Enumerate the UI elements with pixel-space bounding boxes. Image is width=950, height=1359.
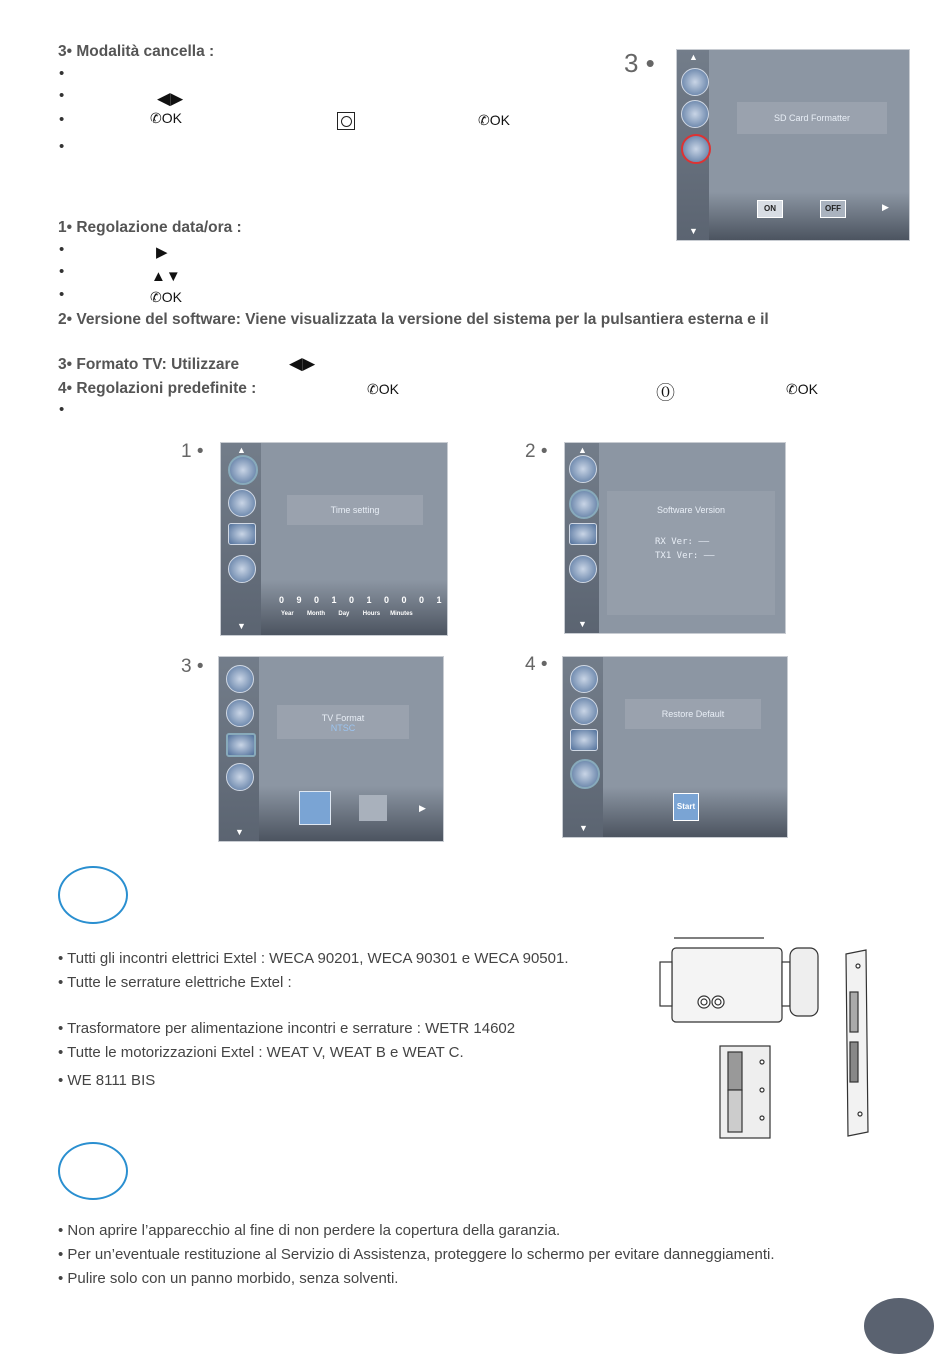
time-setting-box: Time setting <box>287 495 423 525</box>
menu-icon-help-s3 <box>226 699 254 727</box>
screen-3-number: 3 • <box>181 656 204 677</box>
off-button[interactable]: OFF <box>820 200 846 218</box>
menu-icon-tv-s4 <box>570 729 598 751</box>
ok-phone-icon-3: ✆OK <box>150 289 182 305</box>
label-hours: Hours <box>362 611 381 617</box>
right-arrow-key-icon: ▶ <box>156 244 168 261</box>
down-arrow-icon-s2: ▼ <box>578 619 587 629</box>
screen-top-number: 3 • <box>624 48 655 78</box>
right-arrow-icon-s3: ▶ <box>419 803 426 813</box>
menu-icon-2 <box>681 100 709 128</box>
ok-phone-icon-4: ✆OK <box>367 381 399 397</box>
start-button[interactable]: Start <box>673 793 699 821</box>
tx-version: TX1 Ver: —— <box>655 551 715 561</box>
page-number-tab <box>864 1298 934 1354</box>
menu-icon-default-s2 <box>569 555 597 583</box>
tv-format-label: 3• Formato TV: Utilizzare <box>58 356 240 373</box>
maintenance-3: • Pulire solo con un panno morbido, senza solventi. <box>58 1270 399 1287</box>
menu-icon-help-s4 <box>570 697 598 725</box>
maintenance-2: • Per un’eventuale restituzione al Servizio di Assistenza, proteggere lo schermo per evitare danneggiamenti. <box>58 1246 775 1263</box>
sd-format-box: SD Card Formatter <box>737 102 887 134</box>
label-minutes: Minutes <box>390 611 413 617</box>
menu-icon-help <box>228 489 256 517</box>
defaults-bullet: • <box>59 401 65 418</box>
up-down-arrows-icon: ▲▼ <box>151 268 181 285</box>
rx-version: RX Ver: —— <box>655 537 710 547</box>
up-arrow-icon: ▲ <box>689 52 698 62</box>
screen-1-number: 1 • <box>181 441 204 462</box>
screen-time-setting <box>220 442 448 636</box>
menu-icon-tv-s2 <box>569 523 597 545</box>
menu-icon-time <box>228 455 258 485</box>
screen-2-number: 2 • <box>525 441 548 462</box>
tv-option-pal[interactable] <box>359 795 387 821</box>
menu-icon-default-s3 <box>226 763 254 791</box>
screen-restore-default <box>562 656 788 838</box>
down-arrow-icon-s3: ▼ <box>235 827 244 837</box>
down-arrow-icon: ▼ <box>689 226 698 236</box>
monitor-button-icon <box>337 112 355 130</box>
menu-icon-time-s2 <box>569 455 597 483</box>
section-badge-accessories <box>58 866 128 924</box>
menu-icon-time-s3 <box>226 665 254 693</box>
left-right-arrows-icon: ◀▶ <box>157 89 184 108</box>
down-arrow-icon-s1: ▼ <box>237 621 246 631</box>
menu-icon-tv-s3 <box>226 733 256 757</box>
screen-4-number: 4 • <box>525 654 548 675</box>
date-bullet-1: • <box>59 241 65 258</box>
menu-icon-3-selected <box>681 134 711 164</box>
tv-option-ntsc[interactable] <box>299 791 331 825</box>
menu-icon-1 <box>681 68 709 96</box>
time-digits: 0 9 0 1 0 1 0 0 0 1 <box>279 595 447 605</box>
accessory-4: • Tutte le motorizzazioni Extel : WEAT V, WEAT B e WEAT C. <box>58 1044 464 1061</box>
tv-format-arrows-icon: ◀▶ <box>289 354 316 373</box>
accessory-3: • Trasformatore per alimentazione incontri e serrature : WETR 14602 <box>58 1020 516 1037</box>
menu-icon-default-s4 <box>570 759 600 789</box>
cancel-bullet-3: • <box>59 111 65 128</box>
menu-icon-time-s4 <box>570 665 598 693</box>
software-version-title: Software Version <box>656 505 726 515</box>
software-panel <box>607 491 775 615</box>
date-title: 1• Regolazione data/ora : <box>58 219 242 236</box>
on-button[interactable]: ON <box>757 200 783 218</box>
right-arrow-icon: ▶ <box>882 202 889 212</box>
date-bullet-3: • <box>59 286 65 303</box>
cancel-bullet-2: • <box>59 87 65 104</box>
zero-button-icon: ⓪ <box>656 383 676 404</box>
ok-phone-icon-2: ✆OK <box>478 112 510 128</box>
date-bullet-2: • <box>59 263 65 280</box>
cancel-bullet-1: • <box>59 65 65 82</box>
accessory-2: • Tutte le serrature elettriche Extel : <box>58 974 292 991</box>
label-month: Month <box>307 611 326 617</box>
cancel-bullet-4: • <box>59 138 65 155</box>
time-labels <box>281 611 413 617</box>
software-version-text: 2• Versione del software: Viene visualizzata la versione del sistema per la pulsantiera esterna e il <box>58 311 769 328</box>
screen-software-version <box>564 442 786 634</box>
menu-icon-default <box>228 555 256 583</box>
defaults-title: 4• Regolazioni predefinite : <box>58 380 257 397</box>
up-arrow-icon-s2: ▲ <box>578 445 587 455</box>
accessory-1: • Tutti gli incontri elettrici Extel : WECA 90201, WECA 90301 e WECA 90501. <box>58 950 569 967</box>
maintenance-1: • Non aprire l’apparecchio al fine di non perdere la copertura della garanzia. <box>58 1222 561 1239</box>
menu-icon-help-s2 <box>569 489 599 519</box>
ok-phone-icon-5: ✆OK <box>786 381 818 397</box>
accessory-5: • WE 8111 BIS <box>58 1072 156 1089</box>
cancel-title: 3• Modalità cancella : <box>58 43 215 60</box>
ok-phone-icon: ✆OK <box>150 110 182 126</box>
section-badge-maintenance <box>58 1142 128 1200</box>
screen-tv-format <box>218 656 444 842</box>
label-year: Year <box>281 611 294 617</box>
label-day: Day <box>338 611 350 617</box>
tv-format-sub: NTSC <box>330 723 356 733</box>
screen-sd-format <box>676 49 910 241</box>
tv-format-title: TV Format <box>321 713 365 723</box>
menu-icon-tv <box>228 523 256 545</box>
restore-default-box: Restore Default <box>625 699 761 729</box>
tv-format-box <box>277 705 409 739</box>
electric-locks-illustration <box>658 932 878 1140</box>
up-arrow-icon-s1: ▲ <box>237 445 246 455</box>
down-arrow-icon-s4: ▼ <box>579 823 588 833</box>
